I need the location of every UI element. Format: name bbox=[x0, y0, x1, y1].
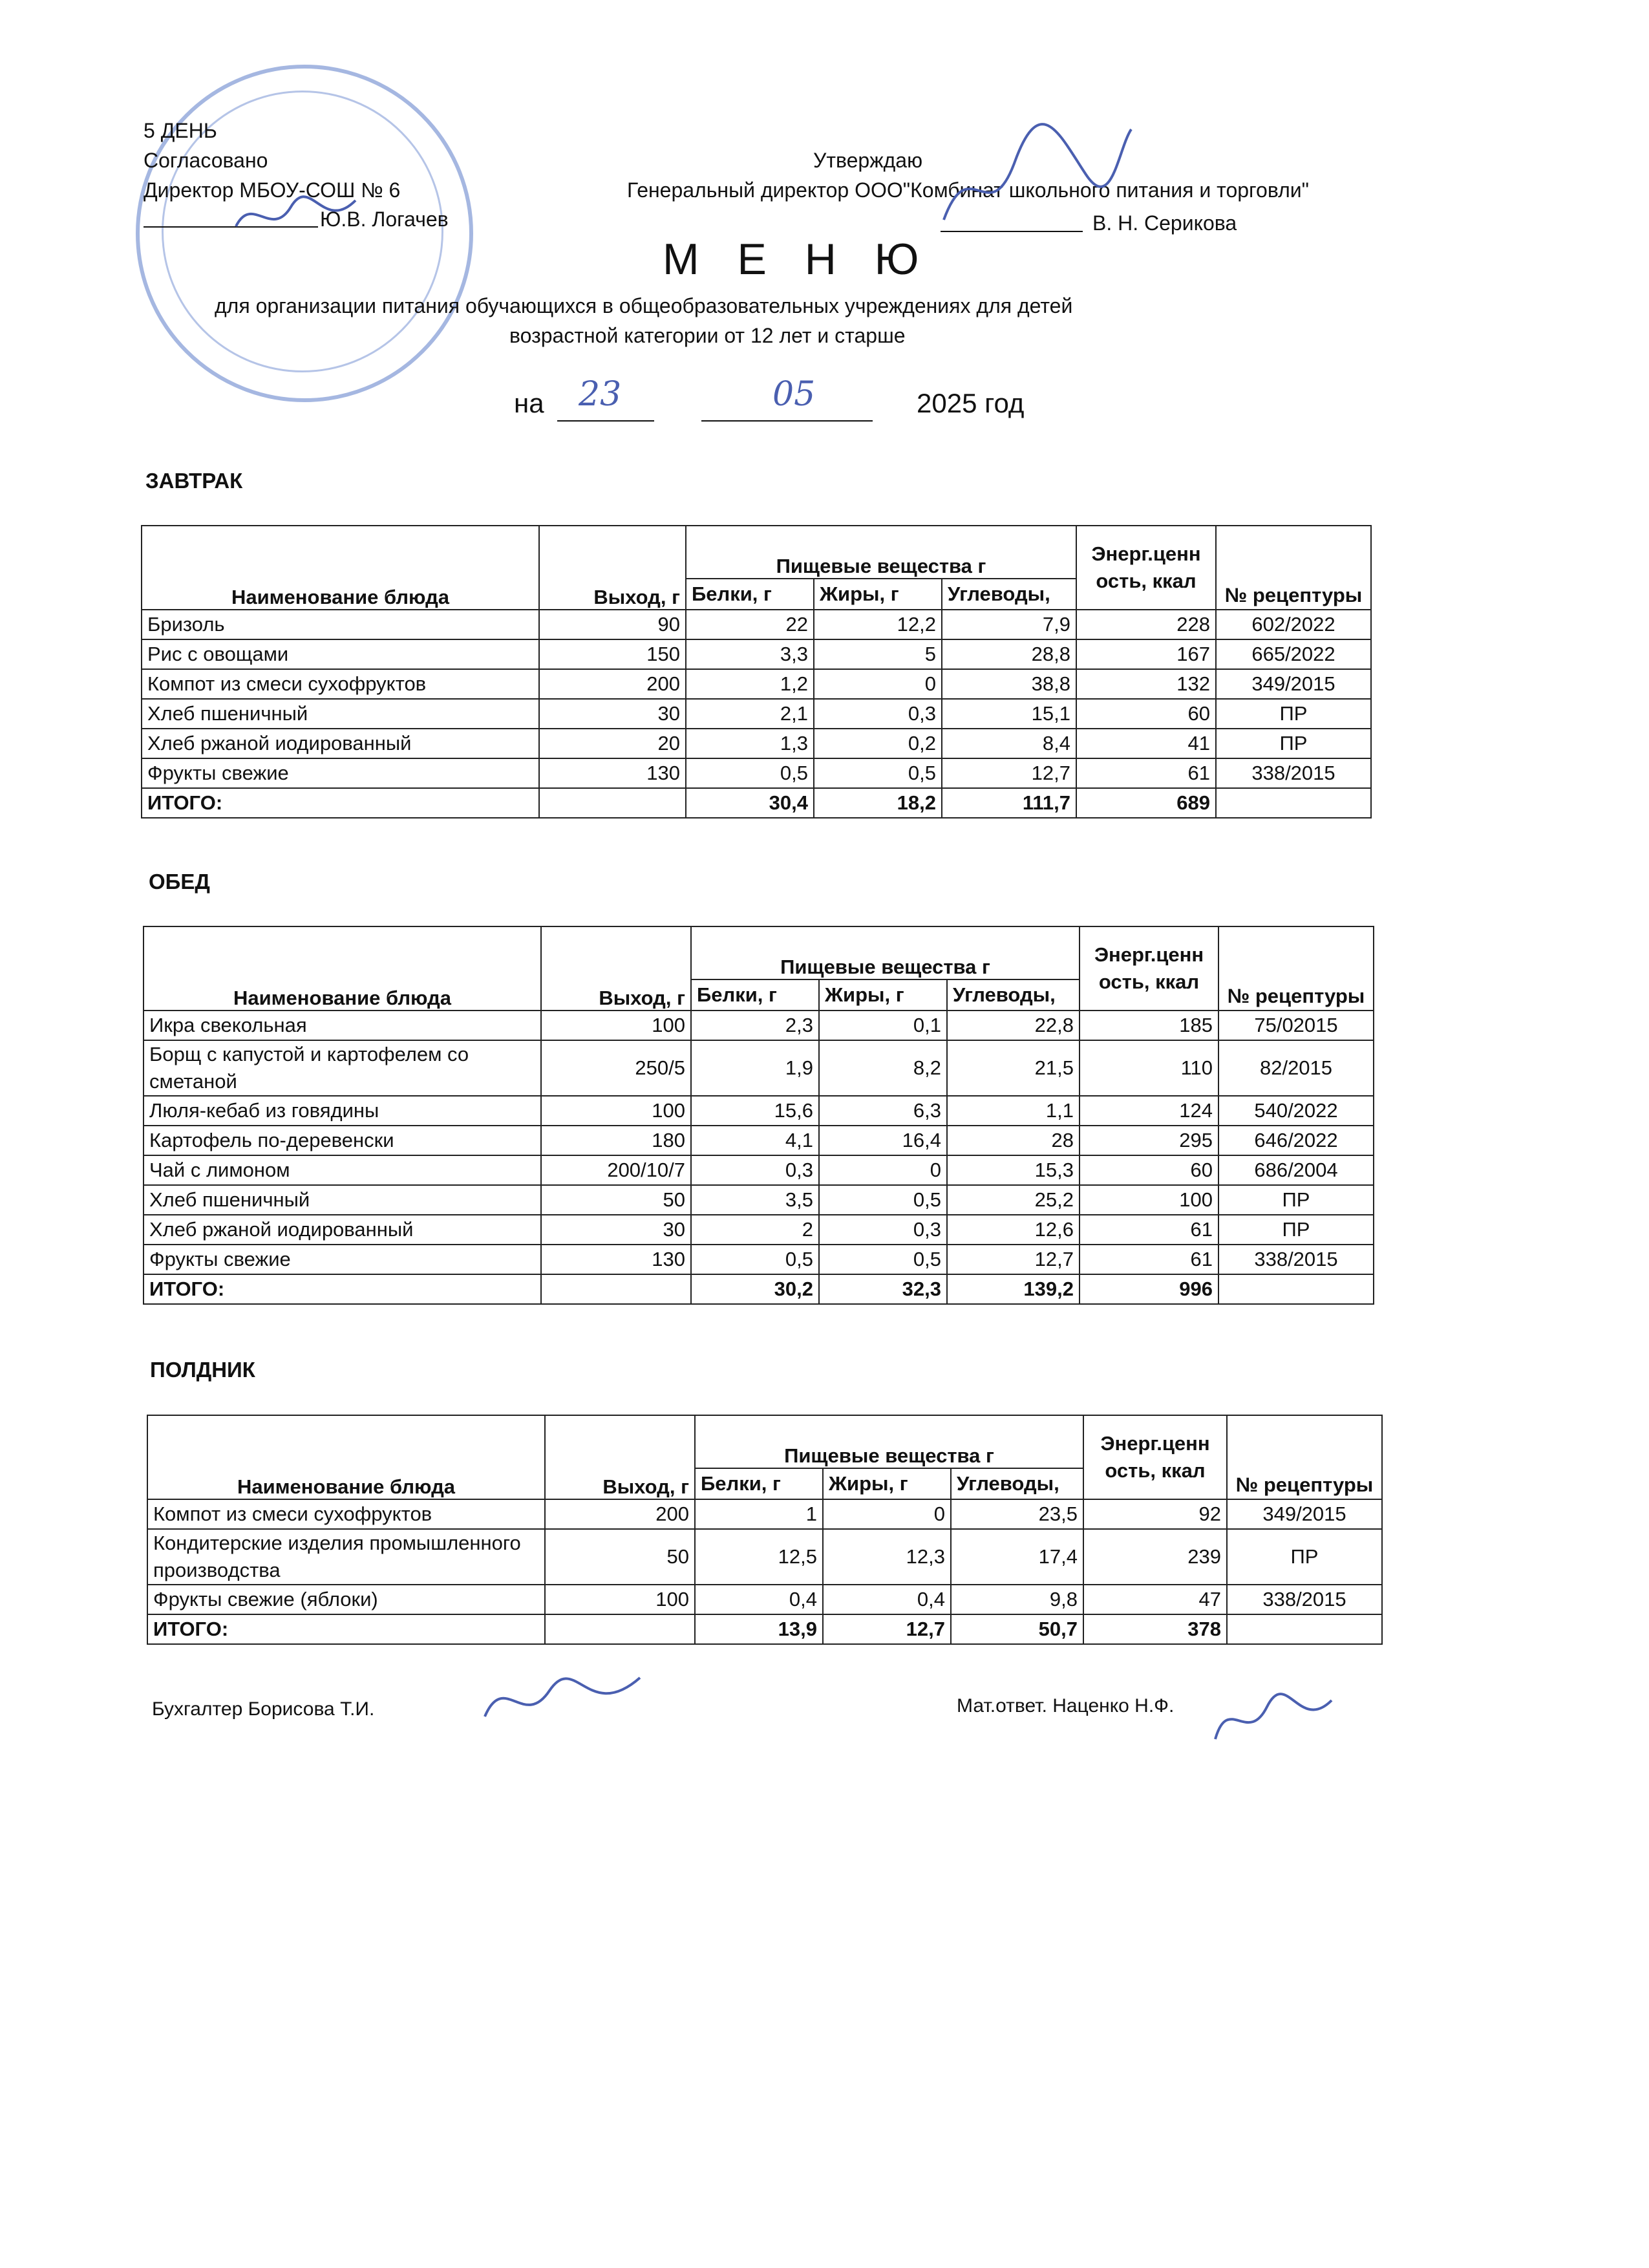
cell-protein: 0,5 bbox=[686, 758, 814, 788]
cell-fat: 0,1 bbox=[819, 1011, 947, 1040]
cell-energy: 124 bbox=[1080, 1096, 1218, 1126]
cell-dish-name: Компот из смеси сухофруктов bbox=[147, 1499, 545, 1529]
table-row bbox=[144, 1011, 1374, 1040]
cell-carbs: 1,1 bbox=[947, 1096, 1080, 1126]
cell-fat: 0,2 bbox=[814, 729, 942, 758]
cell-fat: 12,3 bbox=[823, 1529, 951, 1585]
table-row bbox=[142, 699, 1371, 729]
cell-fat: 0,4 bbox=[823, 1585, 951, 1614]
accountant-label: Бухгалтер Борисова Т.И. bbox=[152, 1698, 375, 1720]
cell-recipe: 686/2004 bbox=[1218, 1155, 1374, 1185]
cell-carbs: 139,2 bbox=[947, 1274, 1080, 1304]
table-row bbox=[144, 1155, 1374, 1185]
total-label: ИТОГО: bbox=[142, 788, 539, 818]
director-label: Директор МБОУ-СОШ № 6 bbox=[144, 178, 401, 202]
table-row bbox=[144, 1096, 1374, 1126]
cell-fat: 16,4 bbox=[819, 1126, 947, 1155]
cell-recipe: 602/2022 bbox=[1216, 610, 1371, 639]
cell-fat: 0,5 bbox=[814, 758, 942, 788]
cell-energy: 61 bbox=[1080, 1215, 1218, 1245]
cell-energy: 132 bbox=[1076, 669, 1216, 699]
col-header-fat: Жиры, г bbox=[819, 979, 947, 1011]
cell-carbs: 21,5 bbox=[947, 1040, 1080, 1096]
section-title-lunch: ОБЕД bbox=[149, 870, 210, 893]
cell-fat: 0,3 bbox=[814, 699, 942, 729]
cell-carbs: 111,7 bbox=[942, 788, 1076, 818]
cell-protein: 13,9 bbox=[695, 1614, 823, 1644]
cell-yield: 200/10/7 bbox=[541, 1155, 691, 1185]
cell-carbs: 25,2 bbox=[947, 1185, 1080, 1215]
accountant-signature bbox=[478, 1665, 646, 1736]
subtitle-line-1: для организации питания обучающихся в общеобразовательных учреждениях для детей bbox=[215, 294, 1073, 317]
col-header-nutrients: Пищевые вещества г bbox=[691, 926, 1080, 979]
cell-yield bbox=[539, 788, 686, 818]
cell-energy: 60 bbox=[1076, 699, 1216, 729]
cell-yield: 30 bbox=[541, 1215, 691, 1245]
cell-protein: 2,1 bbox=[686, 699, 814, 729]
cell-carbs: 23,5 bbox=[951, 1499, 1083, 1529]
cell-protein: 4,1 bbox=[691, 1126, 819, 1155]
cell-yield: 150 bbox=[539, 639, 686, 669]
gd-signature bbox=[931, 123, 1138, 252]
cell-protein: 1,9 bbox=[691, 1040, 819, 1096]
cell-recipe: 338/2015 bbox=[1216, 758, 1371, 788]
table-row bbox=[144, 1185, 1374, 1215]
cell-fat: 0 bbox=[819, 1155, 947, 1185]
cell-energy: 41 bbox=[1076, 729, 1216, 758]
cell-protein: 22 bbox=[686, 610, 814, 639]
cell-carbs: 7,9 bbox=[942, 610, 1076, 639]
cell-dish-name: Люля-кебаб из говядины bbox=[144, 1096, 541, 1126]
cell-fat: 8,2 bbox=[819, 1040, 947, 1096]
col-header-nutrients: Пищевые вещества г bbox=[695, 1415, 1083, 1468]
director-signature bbox=[233, 187, 362, 246]
section-title-breakfast: ЗАВТРАК bbox=[145, 469, 243, 493]
table-row bbox=[144, 1126, 1374, 1155]
table-row bbox=[147, 1529, 1382, 1585]
cell-recipe bbox=[1218, 1274, 1374, 1304]
col-header-yield: Выход, г bbox=[541, 926, 691, 1011]
responsible-signature bbox=[1209, 1681, 1338, 1752]
cell-energy: 228 bbox=[1076, 610, 1216, 639]
cell-recipe: ПР bbox=[1216, 729, 1371, 758]
cell-recipe: 349/2015 bbox=[1216, 669, 1371, 699]
table-row bbox=[142, 669, 1371, 699]
col-header-protein: Белки, г bbox=[686, 579, 814, 610]
cell-energy: 100 bbox=[1080, 1185, 1218, 1215]
cell-yield: 100 bbox=[541, 1096, 691, 1126]
cell-protein: 30,2 bbox=[691, 1274, 819, 1304]
cell-dish-name: Фрукты свежие bbox=[144, 1245, 541, 1274]
col-header-energy: Энерг.ценн ость, ккал bbox=[1080, 926, 1218, 1011]
cell-energy: 167 bbox=[1076, 639, 1216, 669]
col-header-energy: Энерг.ценн ость, ккал bbox=[1083, 1415, 1227, 1499]
subtitle-line-2: возрастной категории от 12 лет и старше bbox=[509, 324, 906, 347]
cell-yield: 20 bbox=[539, 729, 686, 758]
cell-energy: 689 bbox=[1076, 788, 1216, 818]
cell-yield bbox=[545, 1614, 695, 1644]
cell-protein: 0,5 bbox=[691, 1245, 819, 1274]
cell-energy: 61 bbox=[1076, 758, 1216, 788]
date-day-line bbox=[557, 420, 654, 422]
cell-dish-name: Икра свекольная bbox=[144, 1011, 541, 1040]
col-header-name: Наименование блюда bbox=[142, 526, 539, 610]
cell-recipe: 646/2022 bbox=[1218, 1126, 1374, 1155]
table-row bbox=[142, 729, 1371, 758]
cell-protein: 15,6 bbox=[691, 1096, 819, 1126]
cell-protein: 12,5 bbox=[695, 1529, 823, 1585]
cell-carbs: 38,8 bbox=[942, 669, 1076, 699]
col-header-yield: Выход, г bbox=[539, 526, 686, 610]
cell-carbs: 12,7 bbox=[947, 1245, 1080, 1274]
cell-yield bbox=[541, 1274, 691, 1304]
cell-carbs: 15,3 bbox=[947, 1155, 1080, 1185]
lunch-table bbox=[143, 926, 1374, 1305]
cell-recipe: 338/2015 bbox=[1218, 1245, 1374, 1274]
table-row bbox=[142, 758, 1371, 788]
table-row bbox=[144, 1215, 1374, 1245]
breakfast-table bbox=[141, 525, 1372, 818]
cell-yield: 130 bbox=[541, 1245, 691, 1274]
cell-protein: 0,4 bbox=[695, 1585, 823, 1614]
director-name: Ю.В. Логачев bbox=[320, 208, 449, 231]
cell-yield: 30 bbox=[539, 699, 686, 729]
total-label: ИТОГО: bbox=[144, 1274, 541, 1304]
cell-yield: 200 bbox=[539, 669, 686, 699]
cell-protein: 1,2 bbox=[686, 669, 814, 699]
cell-yield: 100 bbox=[541, 1011, 691, 1040]
date-month-line bbox=[701, 420, 873, 422]
cell-recipe: 665/2022 bbox=[1216, 639, 1371, 669]
cell-dish-name: Хлеб пшеничный bbox=[142, 699, 539, 729]
cell-energy: 61 bbox=[1080, 1245, 1218, 1274]
col-header-name: Наименование блюда bbox=[144, 926, 541, 1011]
table-row bbox=[144, 1040, 1374, 1096]
date-prefix: на bbox=[514, 388, 544, 418]
date-month: 05 bbox=[772, 375, 816, 414]
cell-dish-name: Кондитерские изделия промышленного производства bbox=[147, 1529, 545, 1585]
cell-dish-name: Хлеб пшеничный bbox=[144, 1185, 541, 1215]
cell-recipe: 540/2022 bbox=[1218, 1096, 1374, 1126]
cell-carbs: 12,7 bbox=[942, 758, 1076, 788]
cell-carbs: 15,1 bbox=[942, 699, 1076, 729]
cell-protein: 2,3 bbox=[691, 1011, 819, 1040]
total-row bbox=[147, 1614, 1382, 1644]
cell-fat: 5 bbox=[814, 639, 942, 669]
cell-protein: 30,4 bbox=[686, 788, 814, 818]
cell-fat: 0,3 bbox=[819, 1215, 947, 1245]
agreed-label: Согласовано bbox=[144, 149, 268, 172]
cell-energy: 378 bbox=[1083, 1614, 1227, 1644]
total-label: ИТОГО: bbox=[147, 1614, 545, 1644]
general-director-label: Генеральный директор ООО"Комбинат школьного питания и торговли" bbox=[627, 178, 1309, 202]
gd-name: В. Н. Серикова bbox=[1092, 211, 1237, 235]
cell-protein: 1 bbox=[695, 1499, 823, 1529]
cell-recipe bbox=[1216, 788, 1371, 818]
cell-carbs: 12,6 bbox=[947, 1215, 1080, 1245]
cell-yield: 50 bbox=[545, 1529, 695, 1585]
cell-dish-name: Картофель по-деревенски bbox=[144, 1126, 541, 1155]
cell-carbs: 8,4 bbox=[942, 729, 1076, 758]
cell-fat: 0,5 bbox=[819, 1185, 947, 1215]
col-header-carbs: Углеводы, bbox=[942, 579, 1076, 610]
col-header-recipe: № рецептуры bbox=[1227, 1415, 1382, 1499]
cell-dish-name: Фрукты свежие (яблоки) bbox=[147, 1585, 545, 1614]
cell-yield: 90 bbox=[539, 610, 686, 639]
day-label: 5 ДЕНЬ bbox=[144, 119, 217, 142]
cell-protein: 3,5 bbox=[691, 1185, 819, 1215]
col-header-recipe: № рецептуры bbox=[1218, 926, 1374, 1011]
col-header-carbs: Углеводы, bbox=[947, 979, 1080, 1011]
cell-fat: 12,2 bbox=[814, 610, 942, 639]
col-header-fat: Жиры, г bbox=[814, 579, 942, 610]
cell-dish-name: Чай с лимоном bbox=[144, 1155, 541, 1185]
cell-dish-name: Компот из смеси сухофруктов bbox=[142, 669, 539, 699]
cell-fat: 18,2 bbox=[814, 788, 942, 818]
cell-fat: 12,7 bbox=[823, 1614, 951, 1644]
cell-yield: 100 bbox=[545, 1585, 695, 1614]
cell-fat: 6,3 bbox=[819, 1096, 947, 1126]
responsible-label: Мат.ответ. Наценко Н.Ф. bbox=[957, 1695, 1175, 1717]
cell-fat: 0 bbox=[814, 669, 942, 699]
col-header-carbs: Углеводы, bbox=[951, 1468, 1083, 1499]
col-header-name: Наименование блюда bbox=[147, 1415, 545, 1499]
snack-table bbox=[147, 1415, 1383, 1645]
cell-energy: 996 bbox=[1080, 1274, 1218, 1304]
cell-fat: 0,5 bbox=[819, 1245, 947, 1274]
table-row bbox=[142, 610, 1371, 639]
approve-label: Утверждаю bbox=[813, 149, 923, 172]
col-header-yield: Выход, г bbox=[545, 1415, 695, 1499]
cell-carbs: 17,4 bbox=[951, 1529, 1083, 1585]
date-day: 23 bbox=[579, 375, 622, 414]
section-title-snack: ПОЛДНИК bbox=[150, 1358, 255, 1382]
cell-protein: 3,3 bbox=[686, 639, 814, 669]
table-row bbox=[142, 639, 1371, 669]
menu-title: М Е Н Ю bbox=[663, 235, 932, 284]
cell-protein: 2 bbox=[691, 1215, 819, 1245]
cell-recipe: 75/02015 bbox=[1218, 1011, 1374, 1040]
cell-carbs: 28,8 bbox=[942, 639, 1076, 669]
cell-dish-name: Борщ с капустой и картофелем со сметаной bbox=[144, 1040, 541, 1096]
cell-carbs: 50,7 bbox=[951, 1614, 1083, 1644]
table-row bbox=[147, 1585, 1382, 1614]
cell-dish-name: Хлеб ржаной иодированный bbox=[144, 1215, 541, 1245]
cell-fat: 0 bbox=[823, 1499, 951, 1529]
cell-dish-name: Бризоль bbox=[142, 610, 539, 639]
cell-recipe: 82/2015 bbox=[1218, 1040, 1374, 1096]
cell-recipe: 349/2015 bbox=[1227, 1499, 1382, 1529]
cell-recipe: ПР bbox=[1218, 1215, 1374, 1245]
total-row bbox=[142, 788, 1371, 818]
cell-yield: 50 bbox=[541, 1185, 691, 1215]
cell-protein: 1,3 bbox=[686, 729, 814, 758]
cell-energy: 295 bbox=[1080, 1126, 1218, 1155]
cell-yield: 180 bbox=[541, 1126, 691, 1155]
col-header-nutrients: Пищевые вещества г bbox=[686, 526, 1076, 579]
cell-carbs: 28 bbox=[947, 1126, 1080, 1155]
cell-energy: 185 bbox=[1080, 1011, 1218, 1040]
cell-recipe: ПР bbox=[1216, 699, 1371, 729]
cell-energy: 92 bbox=[1083, 1499, 1227, 1529]
col-header-energy: Энерг.ценн ость, ккал bbox=[1076, 526, 1216, 610]
cell-energy: 60 bbox=[1080, 1155, 1218, 1185]
cell-dish-name: Рис с овощами bbox=[142, 639, 539, 669]
date-year: 2025 год bbox=[917, 388, 1025, 418]
cell-yield: 250/5 bbox=[541, 1040, 691, 1096]
cell-protein: 0,3 bbox=[691, 1155, 819, 1185]
table-row bbox=[147, 1499, 1382, 1529]
cell-recipe bbox=[1227, 1614, 1382, 1644]
cell-yield: 130 bbox=[539, 758, 686, 788]
cell-energy: 47 bbox=[1083, 1585, 1227, 1614]
cell-dish-name: Хлеб ржаной иодированный bbox=[142, 729, 539, 758]
cell-energy: 110 bbox=[1080, 1040, 1218, 1096]
col-header-protein: Белки, г bbox=[691, 979, 819, 1011]
col-header-fat: Жиры, г bbox=[823, 1468, 951, 1499]
cell-recipe: ПР bbox=[1218, 1185, 1374, 1215]
cell-yield: 200 bbox=[545, 1499, 695, 1529]
col-header-recipe: № рецептуры bbox=[1216, 526, 1371, 610]
cell-carbs: 22,8 bbox=[947, 1011, 1080, 1040]
cell-energy: 239 bbox=[1083, 1529, 1227, 1585]
cell-dish-name: Фрукты свежие bbox=[142, 758, 539, 788]
col-header-protein: Белки, г bbox=[695, 1468, 823, 1499]
cell-fat: 32,3 bbox=[819, 1274, 947, 1304]
total-row bbox=[144, 1274, 1374, 1304]
cell-recipe: 338/2015 bbox=[1227, 1585, 1382, 1614]
table-row bbox=[144, 1245, 1374, 1274]
cell-carbs: 9,8 bbox=[951, 1585, 1083, 1614]
cell-recipe: ПР bbox=[1227, 1529, 1382, 1585]
